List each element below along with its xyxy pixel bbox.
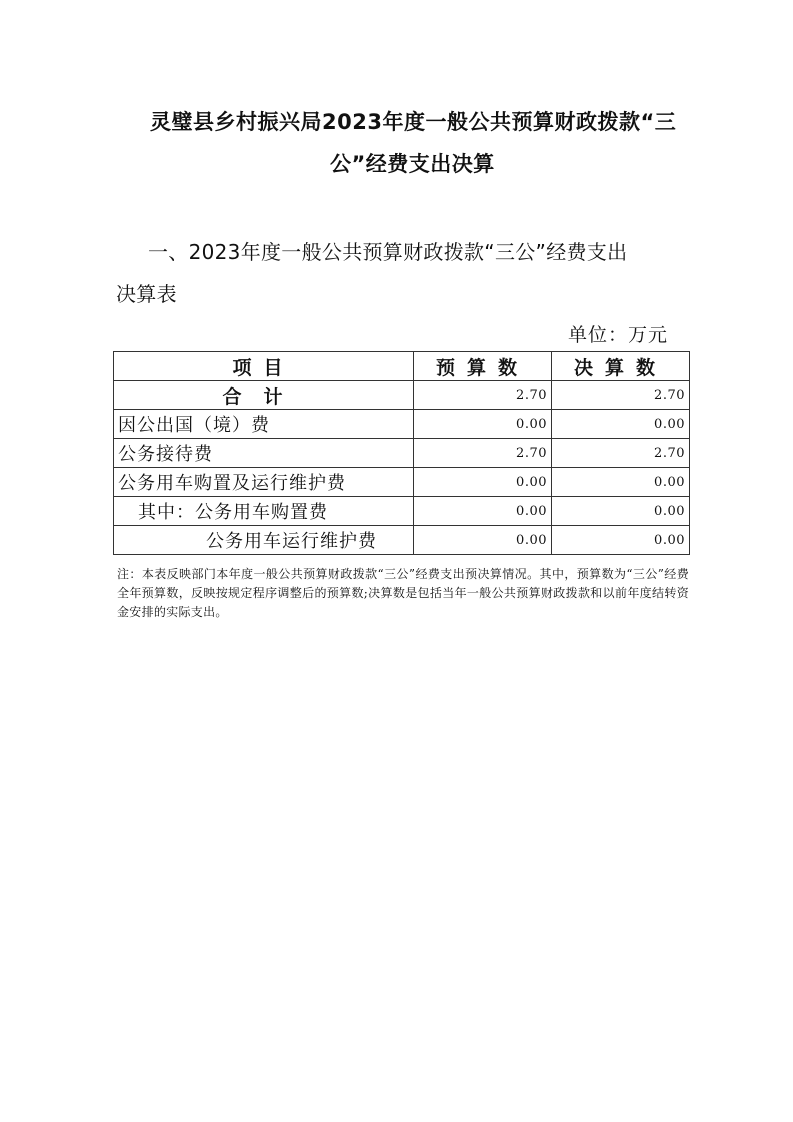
section-heading-line-2: 决算表	[116, 282, 177, 306]
row-budget-value: 0.00	[414, 497, 552, 526]
row-item-label: 合计	[114, 381, 414, 410]
unit-label: 单位：万元	[568, 324, 669, 346]
row-budget-value: 0.00	[414, 468, 552, 497]
row-actual-value: 0.00	[552, 526, 690, 555]
row-budget-value: 0.00	[414, 410, 552, 439]
expenditure-table	[113, 351, 690, 555]
section-heading-line-1: 一、2023年度一般公共预算财政拨款“三公”经费支出	[148, 240, 628, 264]
document-title-line-2: 公”经费支出决算	[330, 152, 495, 176]
row-actual-value: 0.00	[552, 497, 690, 526]
header-budget: 预算数	[414, 352, 552, 381]
table-footnote: 注：本表反映部门本年度一般公共预算财政拨款“三公”经费支出预决算情况。其中，预算数为“三公”经费全年预算数，反映按规定程序调整后的预算数;决算数是包括当年一般公共预算财政拨款和以前年度结转资金安排的实际支出。	[117, 567, 689, 619]
row-actual-value: 2.70	[552, 381, 690, 410]
row-item-label: 公务用车运行维护费	[114, 526, 414, 555]
table-row	[114, 439, 690, 468]
row-item-label: 其中：公务用车购置费	[114, 497, 414, 526]
header-actual: 决算数	[552, 352, 690, 381]
table-header-row	[114, 352, 690, 381]
row-budget-value: 2.70	[414, 381, 552, 410]
header-item: 项目	[114, 352, 414, 381]
document-title-line-1: 灵璧县乡村振兴局2023年度一般公共预算财政拨款“三	[150, 110, 677, 134]
row-budget-value: 0.00	[414, 526, 552, 555]
row-actual-value: 0.00	[552, 410, 690, 439]
table-row	[114, 497, 690, 526]
row-actual-value: 0.00	[552, 468, 690, 497]
table-row	[114, 526, 690, 555]
row-actual-value: 2.70	[552, 439, 690, 468]
row-item-label: 公务接待费	[114, 439, 414, 468]
row-budget-value: 2.70	[414, 439, 552, 468]
table-row	[114, 410, 690, 439]
table-row	[114, 381, 690, 410]
row-item-label: 公务用车购置及运行维护费	[114, 468, 414, 497]
table-row	[114, 468, 690, 497]
row-item-label: 因公出国（境）费	[114, 410, 414, 439]
